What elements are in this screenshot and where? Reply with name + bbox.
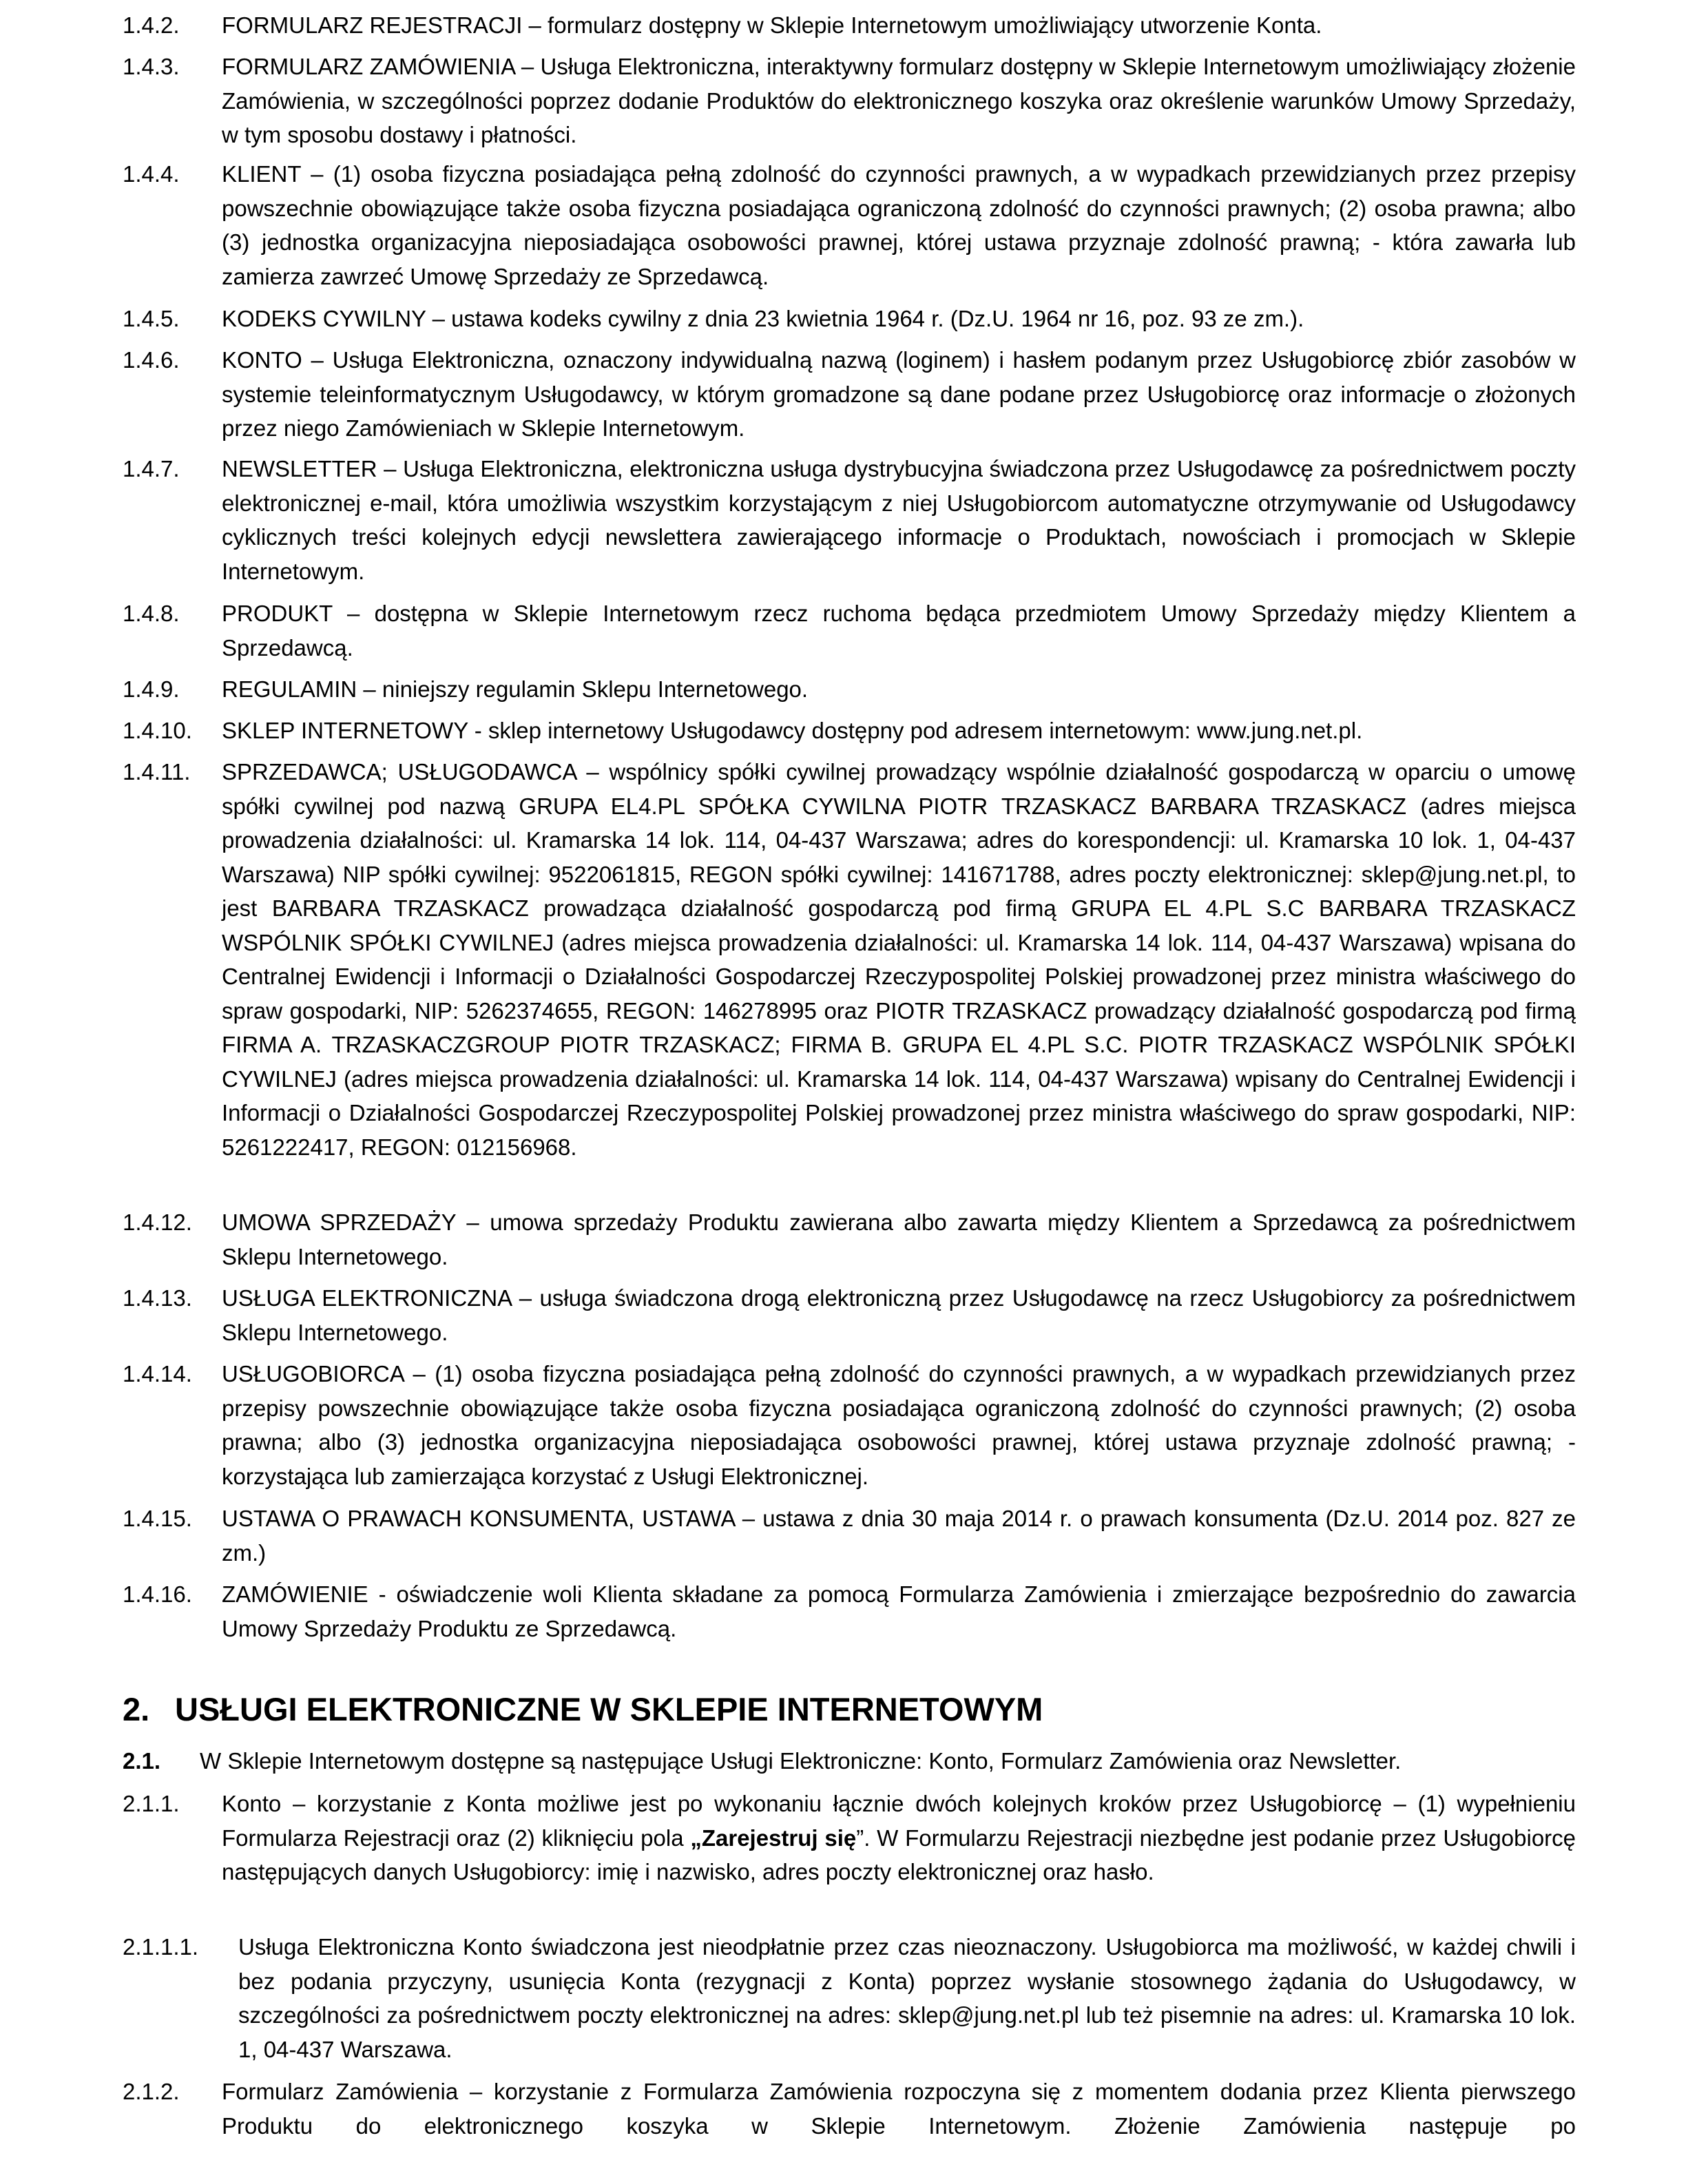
item-number: 2.1.2.: [123, 2079, 180, 2104]
section-number: 2.: [123, 1691, 150, 1727]
item-number: 1.4.3.: [123, 54, 180, 79]
item-number: 1.4.16.: [123, 1581, 192, 1607]
item-number: 1.4.2.: [123, 12, 180, 38]
item-text: USŁUGA ELEKTRONICZNA – usługa świadczona drogą elektroniczną przez Usługodawcę na rzecz Usługobiorcy za pośrednictwem Sklepu Internetowego.: [222, 1285, 1576, 1345]
item-number: 2.1.1.: [123, 1791, 180, 1816]
item-number: 1.4.12.: [123, 1209, 192, 1235]
item-text: USTAWA O PRAWACH KONSUMENTA, USTAWA – ustawa z dnia 30 maja 2014 r. o prawach konsumenta (Dz.U. 2014 poz. 827 ze zm.): [222, 1506, 1576, 1566]
item-text: [222, 1787, 1576, 1889]
item-number: 1.4.5.: [123, 306, 180, 331]
item-text: KLIENT – (1) osoba fizyczna posiadająca pełną zdolność do czynności prawnych, a w wypadkach przewidzianych przez przepisy powszechnie obowiązujące także osoba fizyczna posiadająca ograniczoną zdolność do czynności prawnych; (2) osoba prawna; albo (3) jednostka organizacyjna nieposiadająca osobowości prawnej, której ustawa przyznaje zdolność prawną; - która zawarła lub zamierza zawrzeć Umowę Sprzedaży ze Sprzedawcą.: [222, 161, 1576, 289]
section-title: USŁUGI ELEKTRONICZNE W SKLEPIE INTERNETOWYM: [175, 1691, 1043, 1727]
definition-1-4-13: [123, 1281, 1576, 1349]
item-text: Formularz Zamówienia – korzystanie z Formularza Zamówienia rozpoczyna się z momentem dodania przez Klienta pierwszego Produktu do elektronicznego koszyka w Sklepie Internetowym. Złożenie Zamówienia następuje po: [222, 2079, 1576, 2139]
section-item-2-1: [123, 1744, 1576, 1778]
item-number: 1.4.10.: [123, 718, 192, 743]
definition-1-4-4: [123, 157, 1576, 293]
definition-1-4-5: [123, 302, 1576, 336]
item-text-part: ”. W Formularzu Rejestracji niezbędne jest podanie przez Usługobiorcę następujących danych Usługobiorcy: imię i nazwisko, adres poczty elektronicznej oraz hasło.: [222, 1825, 1576, 1884]
definition-1-4-16: [123, 1577, 1576, 1645]
item-text: KONTO – Usługa Elektroniczna, oznaczony indywidualną nazwą (loginem) i hasłem podanym przez Usługobiorcę zbiór zasobów w systemie teleinformatycznym Usługodawcy, w którym gromadzone są dane podane przez Usługobiorcę oraz informacje o złożonych przez niego Zamówieniach w Sklepie Internetowym.: [222, 347, 1576, 441]
item-number: 1.4.14.: [123, 1361, 192, 1386]
register-field-label: „Zarejestruj się: [690, 1825, 857, 1851]
item-number: 1.4.8.: [123, 601, 180, 626]
item-number: 1.4.11.: [123, 759, 191, 785]
item-text: ZAMÓWIENIE - oświadczenie woli Klienta składane za pomocą Formularza Zamówienia i zmierzające bezpośrednio do zawarcia Umowy Sprzedaży Produktu ze Sprzedawcą.: [222, 1581, 1576, 1641]
item-text: W Sklepie Internetowym dostępne są następujące Usługi Elektroniczne: Konto, Formularz Zamówienia oraz Newsletter.: [200, 1748, 1402, 1774]
definition-1-4-9: [123, 672, 1576, 707]
definition-1-4-14: [123, 1357, 1576, 1493]
definition-1-4-2: [123, 8, 1576, 43]
item-number: 2.1.1.1.: [123, 1934, 199, 1960]
definition-1-4-8: [123, 596, 1576, 665]
definition-1-4-6: [123, 343, 1576, 446]
item-text: FORMULARZ REJESTRACJI – formularz dostępny w Sklepie Internetowym umożliwiający utworzenie Konta.: [222, 12, 1322, 38]
section-item-2-1-1: [123, 1787, 1576, 1889]
item-text: FORMULARZ ZAMÓWIENIA – Usługa Elektroniczna, interaktywny formularz dostępny w Sklepie Internetowym umożliwiający złożenie Zamówienia, w szczególności poprzez dodanie Produktów do elektronicznego koszyka oraz określenie warunków Umowy Sprzedaży, w tym sposobu dostawy i płatności.: [222, 54, 1576, 147]
section-heading: [123, 1689, 1576, 1730]
definition-1-4-7: [123, 452, 1576, 588]
item-number: 1.4.6.: [123, 347, 180, 373]
item-text: UMOWA SPRZEDAŻY – umowa sprzedaży Produktu zawierana albo zawarta między Klientem a Sprzedawcą za pośrednictwem Sklepu Internetowego.: [222, 1209, 1576, 1269]
definition-1-4-12: [123, 1205, 1576, 1274]
section-item-2-1-2: [123, 2075, 1576, 2143]
item-number: 2.1.: [123, 1748, 161, 1774]
definition-1-4-11: [123, 755, 1576, 1164]
item-number: 1.4.15.: [123, 1506, 192, 1531]
item-text: REGULAMIN – niniejszy regulamin Sklepu Internetowego.: [222, 676, 809, 702]
item-text: USŁUGOBIORCA – (1) osoba fizyczna posiadająca pełną zdolność do czynności prawnych, a w wypadkach przewidzianych przez przepisy powszechnie obowiązujące także osoba fizyczna posiadająca ograniczoną zdolność do czynności prawnych; (2) osoba prawna; albo (3) jednostka organizacyjna nieposiadająca osobowości prawnej, której ustawa przyznaje zdolność prawną; - korzystająca lub zamierzająca korzystać z Usługi Elektronicznej.: [222, 1361, 1576, 1489]
item-text: KODEKS CYWILNY – ustawa kodeks cywilny z dnia 23 kwietnia 1964 r. (Dz.U. 1964 nr 16, poz. 93 ze zm.).: [222, 306, 1304, 331]
definition-1-4-15: [123, 1502, 1576, 1570]
item-text: Usługa Elektroniczna Konto świadczona jest nieodpłatnie przez czas nieoznaczony. Usługobiorca ma możliwość, w każdej chwili i bez podania przyczyny, usunięcia Konta (rezygnacji z Konta) poprzez wysłanie stosownego żądania do Usługodawcy, w szczególności za pośrednictwem poczty elektronicznej na adres: sklep@jung.net.pl lub też pisemnie na adres: ul. Kramarska 10 lok. 1, 04-437 Warszawa.: [238, 1934, 1576, 2062]
item-number: 1.4.9.: [123, 676, 180, 702]
section-item-2-1-1-1: [123, 1930, 1576, 2066]
item-text-part: Konto – korzystanie z Konta możliwe jest po wykonaniu łącznie dwóch kolejnych kroków przez Usługobiorcę – (1) wypełnieniu Formularza Rejestracji oraz (2) kliknięciu pola: [222, 1791, 1576, 1851]
item-text: SPRZEDAWCA; USŁUGODAWCA – wspólnicy spółki cywilnej prowadzący wspólnie działalność gospodarczą w oparciu o umowę spółki cywilnej pod nazwą GRUPA EL4.PL SPÓŁKA CYWILNA PIOTR TRZASKACZ BARBARA TRZASKACZ (adres miejsca prowadzenia działalności: ul. Kramarska 14 lok. 114, 04-437 Warszawa; adres do korespondencji: ul. Kramarska 10 lok. 1, 04-437 Warszawa) NIP spółki cywilnej: 9522061815, REGON spółki cywilnej: 141671788, adres poczty elektronicznej: sklep@jung.net.pl, to jest BARBARA TRZASKACZ prowadząca działalność gospodarczą pod firmą GRUPA EL 4.PL S.C BARBARA TRZASKACZ WSPÓLNIK SPÓŁKI CYWILNEJ (adres miejsca prowadzenia działalności: ul. Kramarska 14 lok. 114, 04-437 Warszawa) wpisana do Centralnej Ewidencji i Informacji o Działalności Gospodarczej Rzeczypospolitej Polskiej prowadzonej przez ministra właściwego do spraw gospodarki, NIP: 5262374655, REGON: 146278995 oraz PIOTR TRZASKACZ prowadzący działalność gospodarczą pod firmą FIRMA A. TRZASKACZGROUP PIOTR TRZASKACZ; FIRMA B. GRUPA EL 4.PL S.C. PIOTR TRZASKACZ WSPÓLNIK SPÓŁKI CYWILNEJ (adres miejsca prowadzenia działalności: ul. Kramarska 14 lok. 114, 04-437 Warszawa) wpisany do Centralnej Ewidencji i Informacji o Działalności Gospodarczej Rzeczypospolitej Polskiej prowadzonej przez ministra właściwego do spraw gospodarki, NIP: 5261222417, REGON: 012156968.: [222, 759, 1576, 1160]
definition-1-4-3: [123, 50, 1576, 152]
definition-1-4-10: [123, 714, 1576, 748]
item-number: 1.4.4.: [123, 161, 180, 187]
item-text: NEWSLETTER – Usługa Elektroniczna, elektroniczna usługa dystrybucyjna świadczona przez Usługodawcę za pośrednictwem poczty elektronicznej e-mail, która umożliwia wszystkim korzystającym z niej Usługobiorcom automatyczne otrzymywanie od Usługodawcy cyklicznych treści kolejnych edycji newslettera zawierającego informacje o Produktach, nowościach i promocjach w Sklepie Internetowym.: [222, 456, 1576, 584]
item-number: 1.4.13.: [123, 1285, 192, 1311]
item-text: SKLEP INTERNETOWY - sklep internetowy Usługodawcy dostępny pod adresem internetowym: www.jung.net.pl.: [222, 718, 1363, 743]
item-text: PRODUKT – dostępna w Sklepie Internetowym rzecz ruchoma będąca przedmiotem Umowy Sprzedaży między Klientem a Sprzedawcą.: [222, 601, 1576, 661]
item-number: 1.4.7.: [123, 456, 180, 481]
